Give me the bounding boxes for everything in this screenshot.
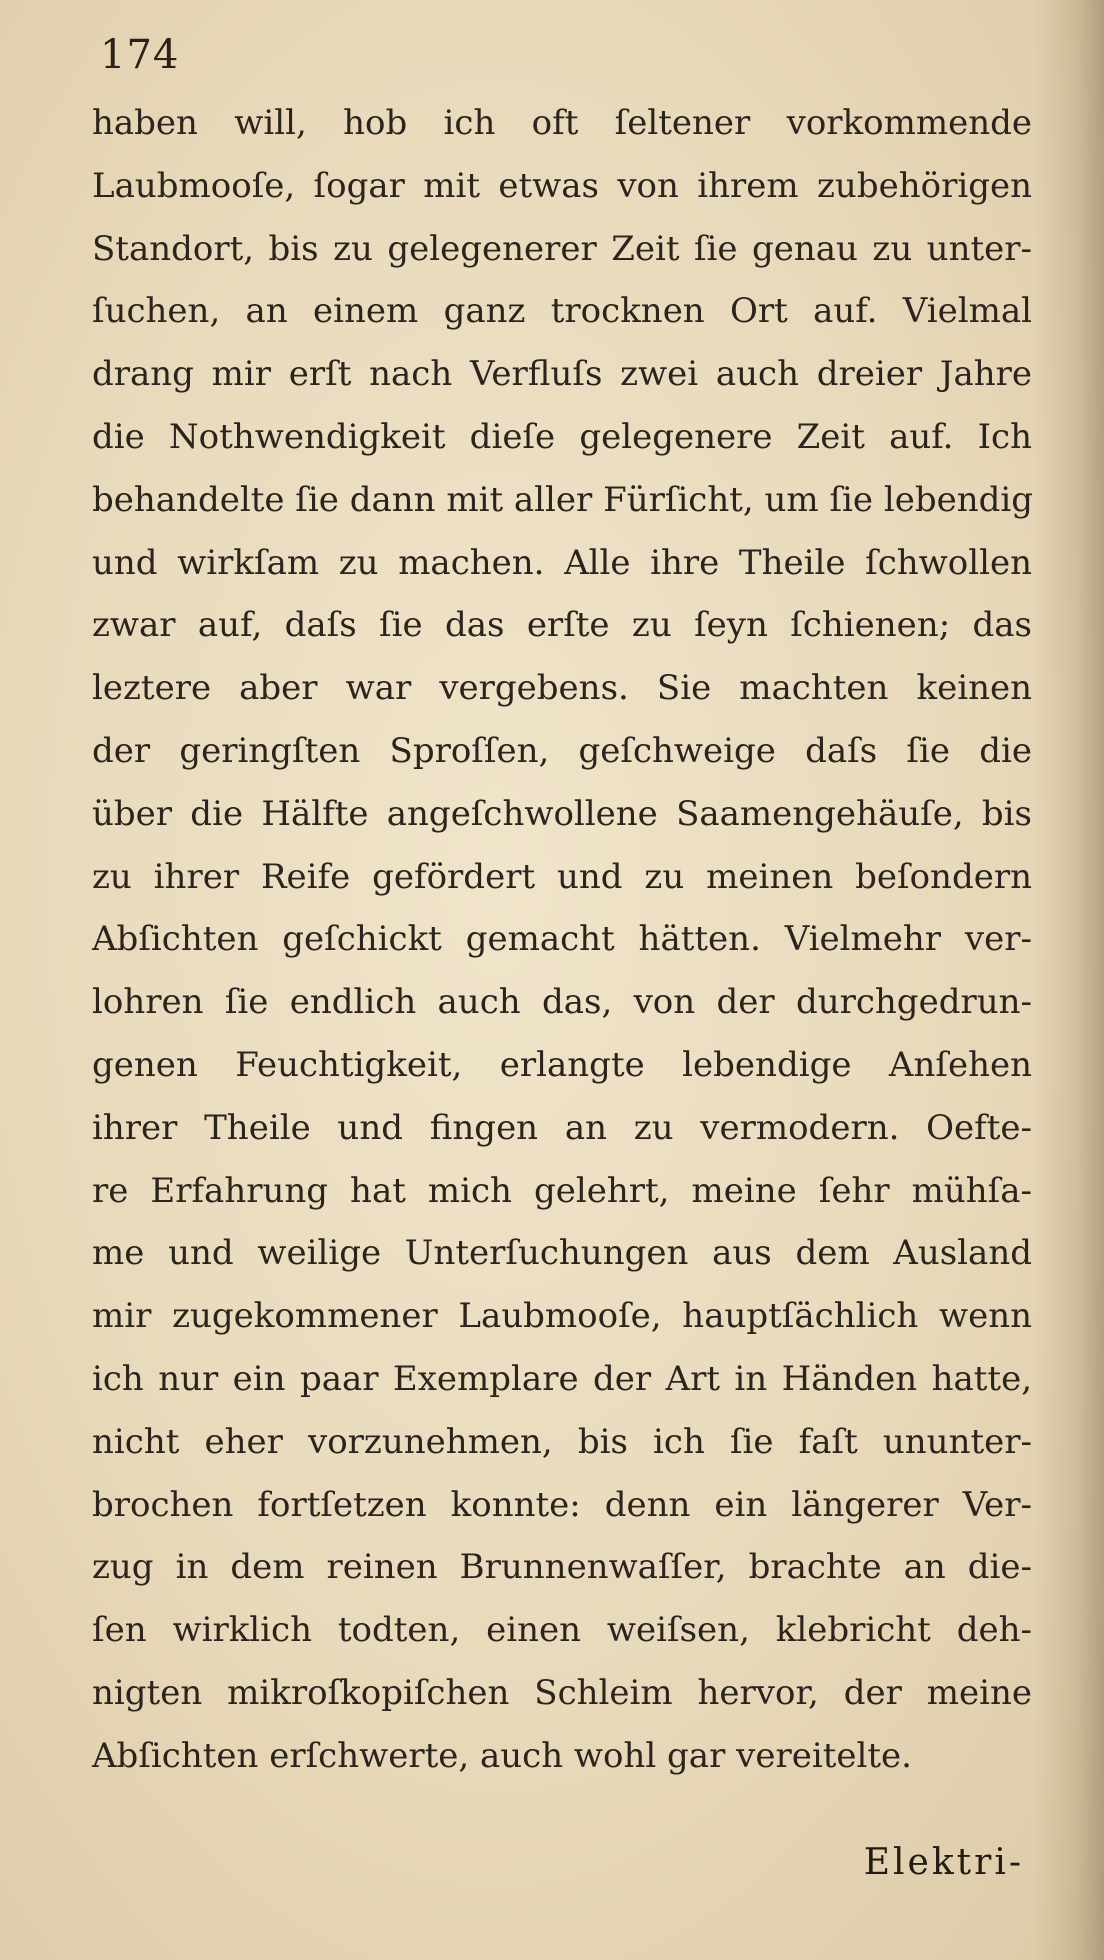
- text-line: mir zugekommener Laubmooſe, hauptſächlich wenn: [92, 1296, 1032, 1337]
- text-line: die Nothwendigkeit dieſe gelegenere Zeit auf. Ich: [92, 416, 1032, 457]
- text-line: zu ihrer Reife gefördert und zu meinen beſondern: [92, 856, 1032, 897]
- text-line: haben will, hob ich oft ſeltener vorkommende: [92, 103, 1032, 143]
- text-line: Standort, bis zu gelegenerer Zeit ſie genau zu unter-: [92, 228, 1032, 269]
- text-line: drang mir erſt nach Verfluſs zwei auch dreier Jahre: [92, 354, 1032, 395]
- text-line: brochen fortſetzen konnte: denn ein längerer Ver-: [92, 1484, 1032, 1525]
- text-line: ſuchen, an einem ganz trocknen Ort auf. Vielmal: [92, 291, 1032, 332]
- text-line: leztere aber war vergebens. Sie machten keinen: [92, 668, 1032, 709]
- text-line: und wirkſam zu machen. Alle ihre Theile ſchwollen: [92, 542, 1032, 583]
- text-line: me und weilige Unterſuchungen aus dem Ausland: [92, 1233, 1032, 1274]
- text-line: zwar auf, daſs ſie das erſte zu ſeyn ſchienen; das: [92, 605, 1032, 646]
- text-line: ſen wirklich todten, einen weiſsen, klebricht deh-: [92, 1610, 1032, 1651]
- text-line: re Erfahrung hat mich gelehrt, meine ſehr mühſa-: [92, 1170, 1032, 1211]
- text-line: Abſichten geſchickt gemacht hätten. Vielmehr ver-: [92, 919, 1032, 960]
- body-text: [92, 92, 1032, 1788]
- text-line: lohren ſie endlich auch das, von der durchgedrun-: [92, 982, 1032, 1023]
- text-line: Abſichten erſchwerte, auch wohl gar vereitelte.: [92, 1735, 912, 1776]
- text-line: genen Feuchtigkeit, erlangte lebendige Anſehen: [92, 1044, 1032, 1085]
- text-line: ihrer Theile und fingen an zu vermodern. Oefte-: [92, 1107, 1032, 1148]
- text-line: nicht eher vorzunehmen, bis ich ſie faſt ununter-: [92, 1421, 1032, 1462]
- text-line: über die Hälfte angeſchwollene Saamengehäuſe, bis: [92, 793, 1032, 834]
- text-line: der geringſten Sproſſen, geſchweige daſs ſie die: [92, 730, 1032, 771]
- text-line: zug in dem reinen Brunnenwaſſer, brachte an die-: [92, 1547, 1032, 1588]
- text-line: nigten mikroſkopiſchen Schleim hervor, der meine: [92, 1672, 1032, 1713]
- catchword: Elektri-: [863, 1842, 1024, 1883]
- text-line: Laubmooſe, ſogar mit etwas von ihrem zubehörigen: [92, 165, 1032, 206]
- page-number: 174: [100, 32, 180, 78]
- text-line: behandelte ſie dann mit aller Fürſicht, um ſie lebendig: [92, 479, 1034, 520]
- text-line: ich nur ein paar Exemplare der Art in Händen hatte,: [92, 1358, 1032, 1399]
- gutter-shadow: [1034, 0, 1104, 1960]
